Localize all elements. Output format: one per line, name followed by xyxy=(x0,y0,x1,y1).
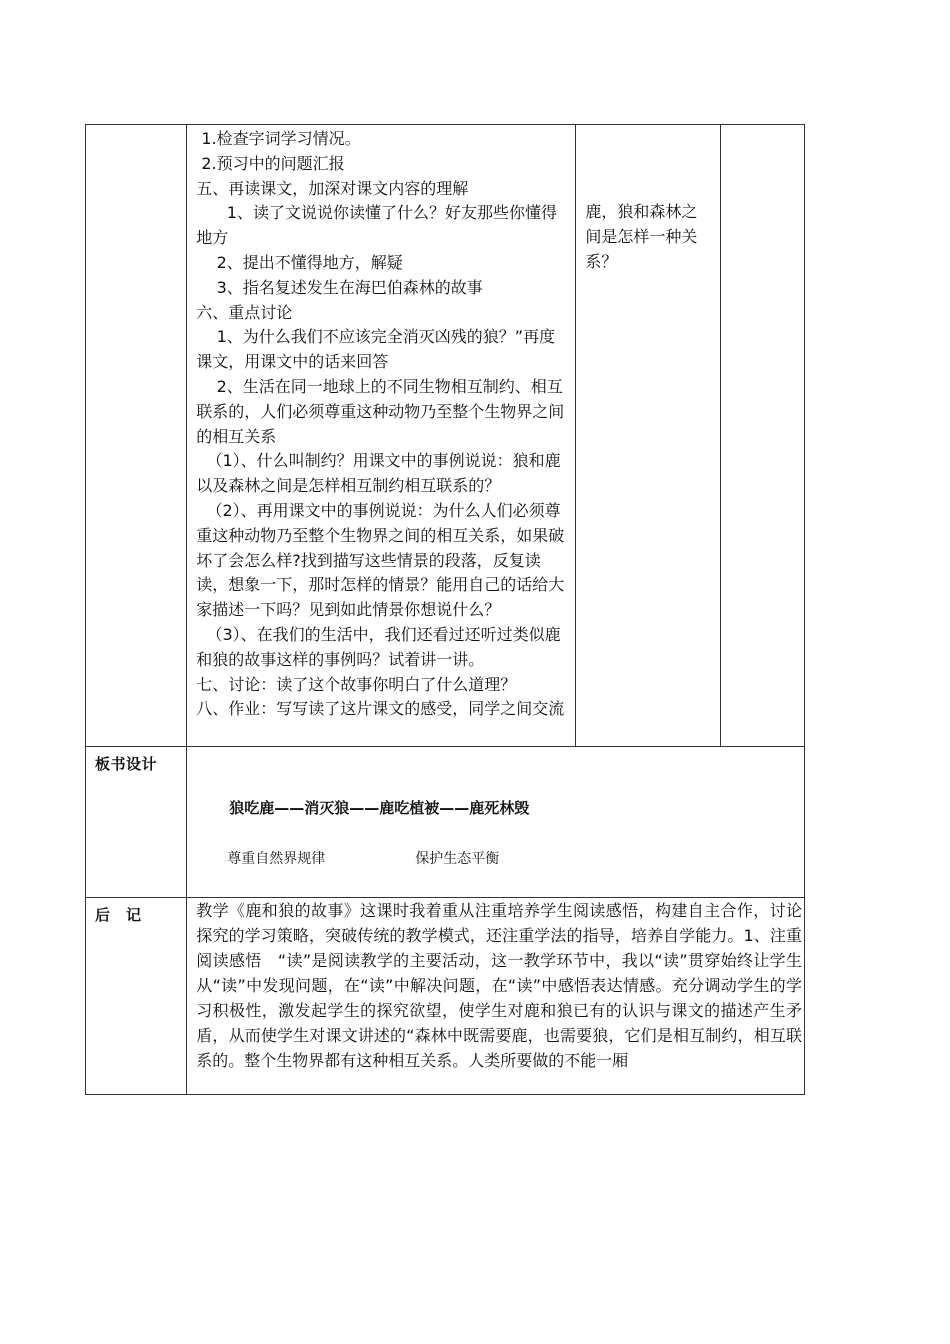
postscript-cell xyxy=(187,898,805,1095)
step-line: （2）、再用课文中的事例说说：为什么人们必须尊重这种动物乃至整个生物界之间的相互关系，如果破坏了会怎么样?找到描写这些情景的段落，反复读读，想象一下，那时怎样的情景？能用自己的话给大家描述一下吗？见到如此情景你想说什么？ xyxy=(196,500,565,620)
step-line: 六、重点讨论 xyxy=(196,302,293,322)
board-design-row xyxy=(86,747,805,898)
side-note: 鹿，狼和森林之间是怎样一种关系？ xyxy=(585,202,698,271)
teaching-steps xyxy=(187,125,575,746)
board-principle-left: 尊重自然界规律 xyxy=(227,851,326,868)
lesson-plan-table xyxy=(85,124,805,1095)
step-line: 七、讨论：读了这个故事你明白了什么道理？ xyxy=(196,674,517,694)
procedure-row xyxy=(86,125,805,747)
step-line: 1.检查字词学习情况。 xyxy=(196,129,361,148)
step-line: 2、提出不懂得地方，解疑 xyxy=(196,252,403,272)
step-line: 2.预习中的问题汇报 xyxy=(196,153,345,173)
step-line: 五、再读课文，加深对课文内容的理解 xyxy=(196,178,469,198)
step-line: 3、指名复述发生在海巴伯森林的故事 xyxy=(196,277,483,297)
step-line: 1、为什么我们不应该完全消灭凶残的狼？”再度课文，用课文中的话来回答 xyxy=(196,327,556,372)
board-design-cell xyxy=(187,747,805,898)
postscript-text: 教学《鹿和狼的故事》这课时我着重从注重培养学生阅读感悟，构建自主合作，讨论探究的学习策略，突破传统的教学模式，还注重学法的指导，培养自学能力。1、注重阅读感悟 “读”是阅读教学的主要活动，这一教学环节中，我以“读”贯穿始终让学生从“读”中发现问题，在“读”中解决问题，在“读”中感悟表达情感。充分调动学生的学习积极性，激发起学生的探究欲望，使学生对鹿和狼已有的认识与课文的描述产生矛盾，从而使学生对课文讲述的“森林中既需要鹿，也需要狼，它们是相互制约，相互联系的。整个生物界都有这种相互关系。人类所要做的不能一厢 xyxy=(196,901,802,1071)
board-design-label: 板书设计 xyxy=(95,755,158,774)
extra-cell xyxy=(720,125,804,747)
step-line: 八、作业：写写读了这片课文的感受，同学之间交流 xyxy=(196,699,565,719)
board-principle-right: 保护生态平衡 xyxy=(415,851,500,868)
postscript-row xyxy=(86,898,805,1095)
step-line: 2、生活在同一地球上的不同生物相互制约、相互联系的，人们必须尊重这种动物乃至整个生物界之间的相互关系 xyxy=(196,376,565,446)
step-line: （1）、什么叫制约？用课文中的事例说说：狼和鹿以及森林之间是怎样相互制约相互联系的？ xyxy=(196,451,561,496)
procedure-cell xyxy=(187,125,576,747)
note-cell xyxy=(576,125,720,747)
postscript-label: 后 记 xyxy=(95,906,142,925)
board-design-label-cell xyxy=(86,747,187,898)
procedure-label-cell xyxy=(86,125,187,747)
board-design xyxy=(187,747,804,897)
postscript-label-cell xyxy=(86,898,187,1095)
step-line: （3）、在我们的生活中，我们还看过还听过类似鹿和狼的故事这样的事例吗？试着讲一讲。 xyxy=(196,624,561,669)
board-flow: 狼吃鹿——消灭狼——鹿吃植被——鹿死林毁 xyxy=(229,799,530,818)
step-line: 1、读了文说说你读懂了什么？好友那些你懂得地方 xyxy=(196,203,557,248)
